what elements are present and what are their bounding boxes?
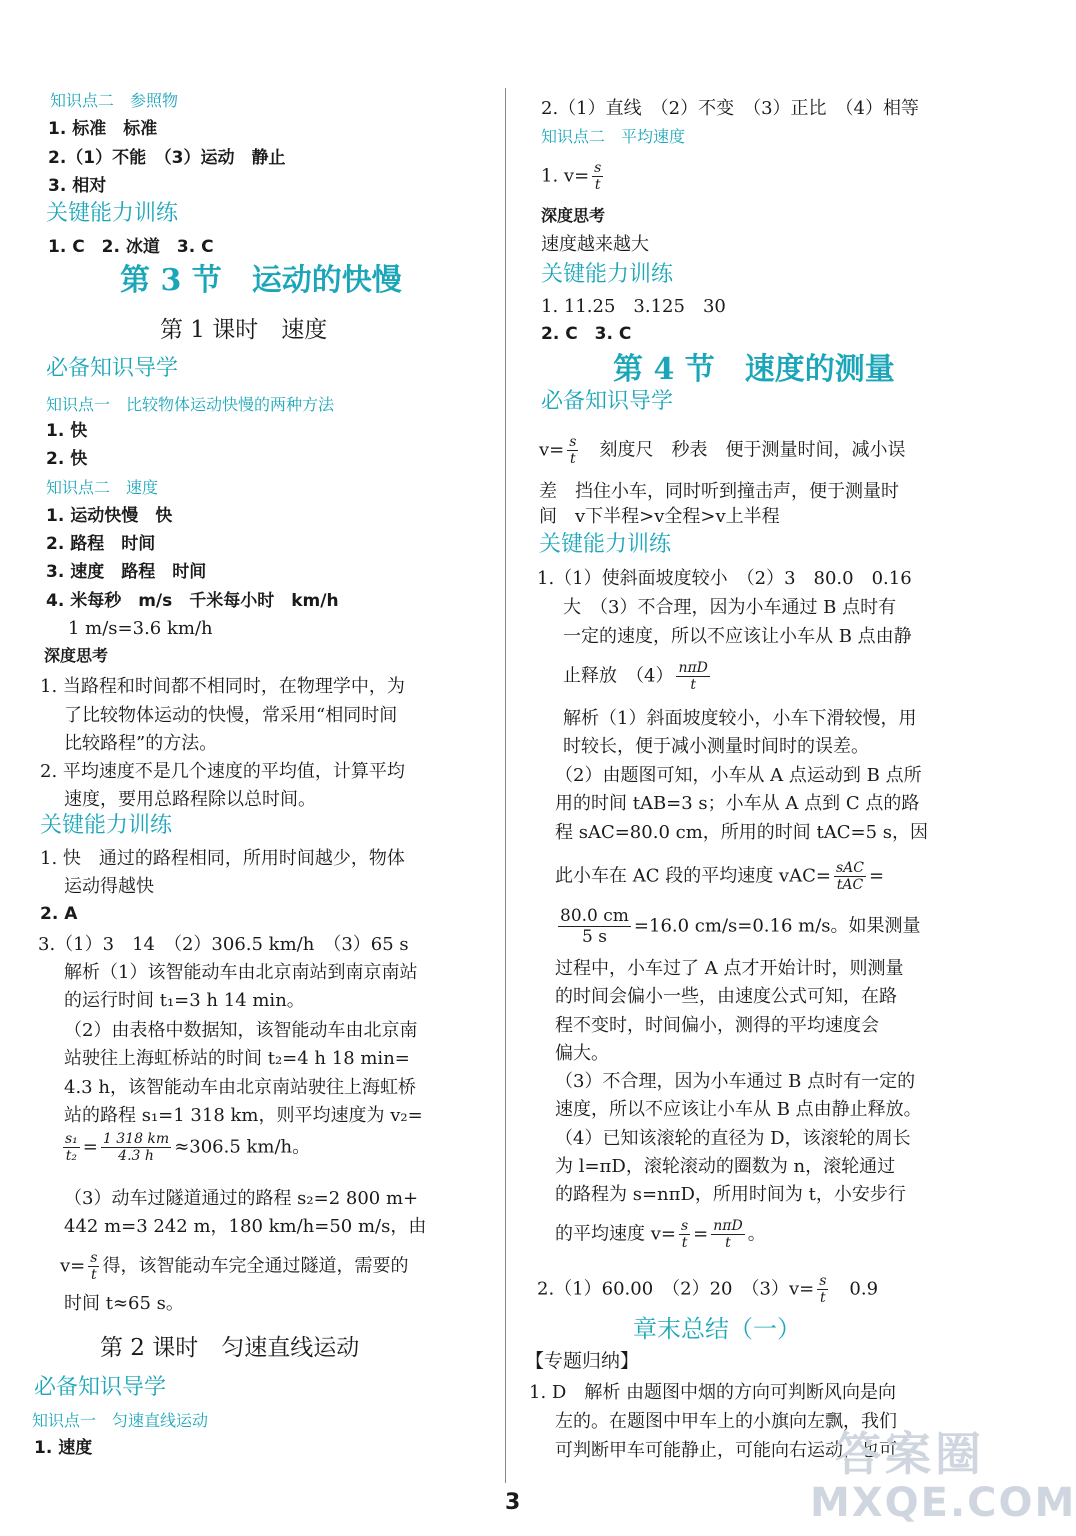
formula-line: 1 m/s=3.6 km/h bbox=[68, 618, 213, 639]
explanation-line: （4）已知该滚轮的直径为 D，该滚轮的周长 bbox=[555, 1128, 911, 1149]
explanation-line: 速度，所以不应该让小车从 B 点由静止释放。 bbox=[555, 1099, 922, 1120]
fraction: $\frac{\text{s₁}}{\text{t₂}}$ bbox=[65, 1131, 78, 1164]
formula-line: 此小车在 AC 段的平均速度 vAC= $\frac{\text{sAC}}{\text{tAC}}$ = bbox=[555, 860, 885, 893]
explanation-line: 过程中，小车过了 A 点才开始计时，则测量 bbox=[555, 958, 904, 979]
topic-label: 【专题归纳】 bbox=[525, 1350, 640, 1372]
deep-thinking-label: 深度思考 bbox=[541, 206, 606, 225]
answer-line: 1. 当路程和时间都不相同时，在物理学中，为 bbox=[40, 676, 405, 697]
formula-line: 2.（1）60.00 （2）20 （3）v= $\frac{s}{t}$ 0.9 bbox=[537, 1273, 879, 1306]
formula-line: 止释放 （4） $\frac{\text{nπD}}{t}$ bbox=[563, 660, 708, 693]
answer-line: 一定的速度，所以不应该让小车从 B 点由静 bbox=[563, 626, 912, 647]
fraction: $\frac{s}{t}$ bbox=[680, 1218, 689, 1251]
section-title: 第 4 节 速度的测量 bbox=[613, 352, 895, 387]
watermark-logo: 答案圈 MXQE.COM bbox=[810, 1427, 1076, 1526]
lesson-title: 第 1 课时 速度 bbox=[160, 317, 328, 343]
page-number: 3 bbox=[505, 1490, 521, 1515]
explanation-line: 时较长，便于减小测量时间时的误差。 bbox=[563, 736, 869, 757]
answer-line: 1. C 2. 冰道 3. C bbox=[48, 237, 214, 257]
explanation-line: 4.3 h，该智能动车由北京南站驶往上海虹桥 bbox=[64, 1077, 416, 1098]
explanation-line: 程不变时，时间偏小，测得的平均速度会 bbox=[555, 1015, 879, 1036]
fraction: $\frac{80.0 cm}{5 s}$ bbox=[560, 906, 629, 947]
explanation-line: 偏大。 bbox=[555, 1043, 609, 1064]
answer-line: 1. D 解析 由题图中烟的方向可判断风向是向 bbox=[529, 1382, 897, 1403]
answer-line: 1. 11.25 3.125 30 bbox=[541, 296, 726, 317]
formula-line: v= $\frac{s}{t}$ 得，该智能动车完全通过隧道，需要的 bbox=[60, 1250, 409, 1283]
answer-line: 比较路程”的方法。 bbox=[64, 733, 218, 754]
section-title: 第 3 节 运动的快慢 bbox=[120, 263, 402, 298]
explanation-line: 为 l=πD，滚轮滚动的圈数为 n，滚轮通过 bbox=[555, 1156, 896, 1177]
fraction: $\frac{\text{sAC}}{\text{tAC}}$ bbox=[835, 860, 864, 893]
answer-line: 速度越来越大 bbox=[541, 234, 649, 255]
answer-line: 1. 快 通过的路程相同，所用时间越少，物体 bbox=[40, 848, 405, 869]
answer-line: 1. 快 bbox=[46, 421, 88, 441]
answer-line: 3. 相对 bbox=[48, 176, 107, 196]
fraction: $\frac{\text{nπD}}{t}$ bbox=[678, 660, 708, 693]
lesson-title: 第 2 课时 匀速直线运动 bbox=[100, 1335, 360, 1361]
fraction: $\frac{s}{t}$ bbox=[594, 160, 602, 193]
section-heading: 必备知识导学 bbox=[46, 356, 179, 381]
formula-line: 1. v= $\frac{s}{t}$ bbox=[541, 160, 602, 193]
chapter-summary-title: 章末总结（一） bbox=[633, 1315, 801, 1343]
answer-line: 2.（1）直线 （2）不变 （3）正比 （4）相等 bbox=[541, 98, 919, 119]
knowledge-point-heading: 知识点一 匀速直线运动 bbox=[32, 1411, 209, 1430]
answer-line: 运动得越快 bbox=[64, 876, 154, 897]
fraction: $\frac{\text{nπD}}{t}$ bbox=[713, 1218, 743, 1251]
answer-line: 4. 米每秒 m/s 千米每小时 km/h bbox=[46, 591, 339, 611]
formula-line: $\frac{\text{s₁}}{\text{t₂}}$ = $\frac{1 318 km}{4.3 h}$ ≈306.5 km/h。 bbox=[65, 1131, 311, 1164]
answer-line: 1. 速度 bbox=[34, 1438, 93, 1458]
answer-line: 左的。在题图中甲车上的小旗向左飘，我们 bbox=[555, 1411, 897, 1432]
knowledge-point-heading: 知识点一 比较物体运动快慢的两种方法 bbox=[46, 395, 335, 414]
explanation-line: （2）由表格中数据知，该智能动车由北京南 bbox=[64, 1020, 418, 1041]
explanation-line: 442 m=3 242 m，180 km/h=50 m/s，由 bbox=[64, 1216, 427, 1237]
explanation-line: 解析（1）该智能动车由北京南站到南京南站 bbox=[64, 962, 418, 983]
column-divider bbox=[505, 88, 506, 1483]
answer-line: 1. 标准 标准 bbox=[48, 119, 158, 139]
answer-line: 可判断甲车可能静止，可能向右运动，也可 bbox=[555, 1440, 897, 1461]
fraction: $\frac{s}{t}$ bbox=[569, 434, 577, 467]
answer-line: 1. 运动快慢 快 bbox=[46, 506, 173, 526]
fraction: $\frac{s}{t}$ bbox=[819, 1273, 827, 1306]
explanation-line: 用的时间 tAB=3 s；小车从 A 点到 C 点的路 bbox=[555, 793, 920, 814]
knowledge-point-heading: 知识点二 速度 bbox=[46, 478, 159, 497]
formula-line: $\frac{80.0 cm}{5 s}$ =16.0 cm/s=0.16 m/s。如果测量 bbox=[560, 906, 921, 947]
answer-line: 了比较物体运动的快慢，常采用“相同时间 bbox=[64, 705, 398, 726]
section-heading: 必备知识导学 bbox=[541, 389, 674, 414]
deep-thinking-label: 深度思考 bbox=[44, 646, 109, 665]
section-heading: 必备知识导学 bbox=[34, 1375, 167, 1400]
explanation-line: 的运行时间 t₁=3 h 14 min。 bbox=[64, 990, 305, 1011]
knowledge-point-heading: 知识点二 参照物 bbox=[50, 91, 179, 110]
answer-line: 间 v下半程>v全程>v上半程 bbox=[539, 506, 780, 527]
knowledge-point-heading: 知识点二 平均速度 bbox=[541, 127, 686, 146]
explanation-line: 时间 t≈65 s。 bbox=[64, 1293, 184, 1314]
answer-line: 2. 路程 时间 bbox=[46, 534, 156, 554]
explanation-line: （3）动车过隧道通过的路程 s₂=2 800 m+ bbox=[64, 1188, 419, 1209]
answer-line: 大 （3）不合理，因为小车通过 B 点时有 bbox=[563, 597, 897, 618]
section-heading: 关键能力训练 bbox=[541, 262, 674, 287]
answer-line: 2. A bbox=[40, 904, 78, 924]
answer-line: 2. 平均速度不是几个速度的平均值，计算平均 bbox=[40, 761, 405, 782]
answer-line: 1.（1）使斜面坡度较小 （2）3 80.0 0.16 bbox=[537, 568, 912, 589]
fraction: $\frac{1 318 km}{4.3 h}$ bbox=[102, 1131, 170, 1164]
answer-line: 3.（1）3 14 （2）306.5 km/h （3）65 s bbox=[38, 934, 409, 955]
explanation-line: （3）不合理，因为小车通过 B 点时有一定的 bbox=[555, 1071, 916, 1092]
answer-line: 差 挡住小车，同时听到撞击声，便于测量时 bbox=[539, 481, 899, 502]
answer-line: 2. C 3. C bbox=[541, 324, 632, 344]
section-heading: 关键能力训练 bbox=[539, 532, 672, 557]
fraction: $\frac{s}{t}$ bbox=[90, 1250, 98, 1283]
answer-line: 2. 快 bbox=[46, 449, 88, 469]
explanation-line: 的时间会偏小一些，由速度公式可知，在路 bbox=[555, 986, 897, 1007]
explanation-line: 的路程为 s=nπD，所用时间为 t，小安步行 bbox=[555, 1184, 906, 1205]
explanation-line: 解析（1）斜面坡度较小，小车下滑较慢，用 bbox=[563, 708, 917, 729]
section-heading: 关键能力训练 bbox=[40, 813, 173, 838]
answer-line: 3. 速度 路程 时间 bbox=[46, 562, 207, 582]
formula-line: 的平均速度 v= $\frac{s}{t}$ = $\frac{\text{nπD}}{t}$ 。 bbox=[555, 1218, 766, 1251]
answer-line: 速度，要用总路程除以总时间。 bbox=[64, 789, 316, 810]
answer-line: 2.（1）不能 （3）运动 静止 bbox=[48, 148, 286, 168]
formula-line: v= $\frac{s}{t}$ 刻度尺 秒表 便于测量时间，减小误 bbox=[539, 434, 906, 467]
explanation-line: 站驶往上海虹桥站的时间 t₂=4 h 18 min= bbox=[64, 1048, 410, 1069]
explanation-line: 程 sAC=80.0 cm，所用的时间 tAC=5 s，因 bbox=[555, 822, 928, 843]
explanation-line: （2）由题图可知，小车从 A 点运动到 B 点所 bbox=[555, 765, 922, 786]
section-heading: 关键能力训练 bbox=[46, 201, 179, 226]
explanation-line: 站的路程 s₁=1 318 km，则平均速度为 v₂= bbox=[64, 1105, 423, 1126]
